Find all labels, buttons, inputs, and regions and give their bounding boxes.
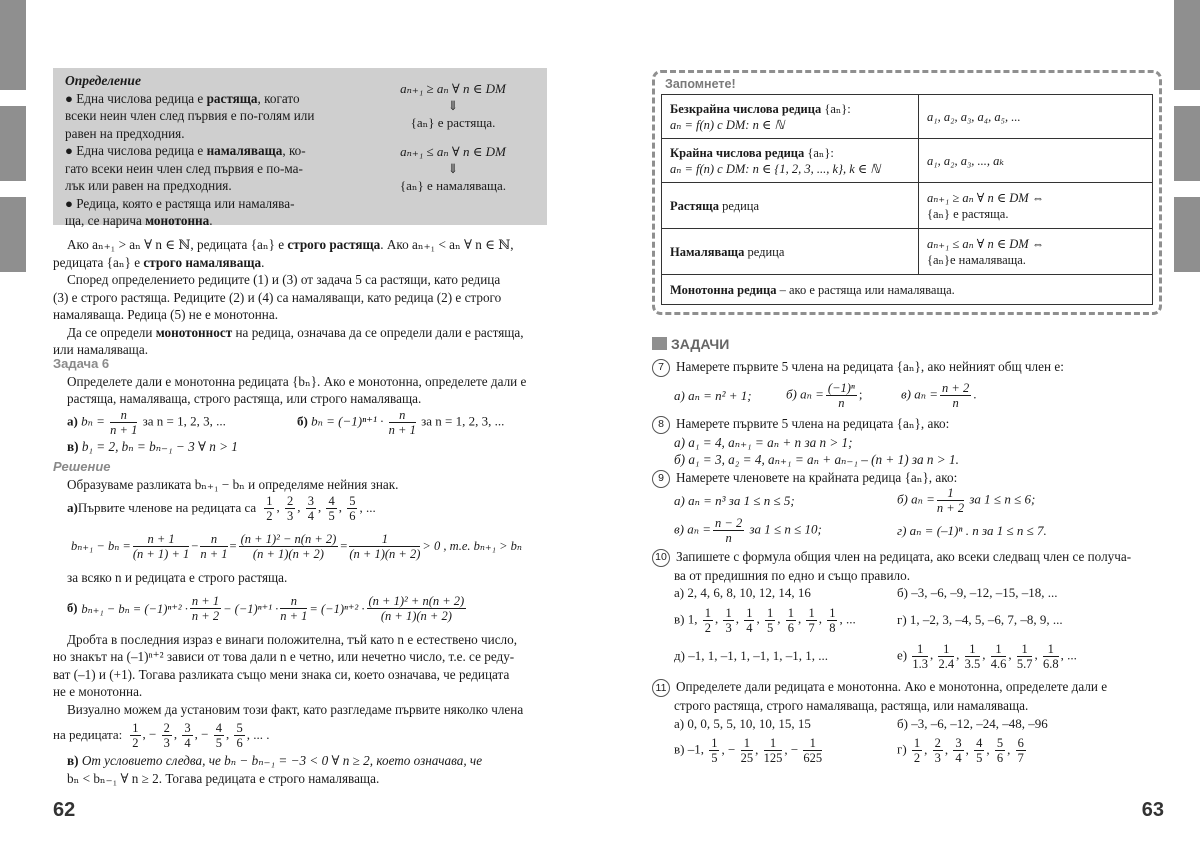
text-line: ва от предишния по едно и също правило. — [674, 567, 911, 583]
text-line: Ако aₙ₊₁ > aₙ ∀ n ∈ ℕ, редицата {aₙ} е строго растяща. Ако aₙ₊₁ < aₙ ∀ n ∈ ℕ, — [67, 237, 514, 252]
task-7-items: а) aₙ = n² + 1; б) aₙ = $\frac{\text{(−1)ⁿ}}{n}$ ; в) aₙ = $\frac{n + 2}{n}$ . — [674, 381, 977, 411]
text-line: Образуваме разликата bₙ₊₁ − bₙ и определяме нейния знак. — [67, 476, 399, 492]
task-6-title: Задача 6 — [53, 356, 110, 371]
fraction: $\frac{1}{4.6}$ — [990, 641, 1007, 671]
fraction: $\frac{2}{3}$ — [934, 736, 941, 766]
text-line: ват (–1) и (+1). Тогава разликата също мени знака си, което означава, че редицата — [53, 666, 510, 682]
fraction: $\frac{1}{4}$ — [746, 605, 753, 635]
sequence-b-line: на редицата: $\frac{1}{2}$ , − $\frac{2}{3}$ , $\frac{3}{4}$ , − $\frac{4}{5}$ , $\frac{5}{6}$ , ... . — [53, 720, 270, 750]
table-cell: Безкрайна числова редица {aₙ}: aₙ = f(n) с DM: n ∈ ℕ — [662, 95, 919, 139]
definition-line: лък или равен на предходния. — [65, 178, 232, 193]
definition-line: ща, се нарича монотонна. — [65, 213, 213, 228]
table-cell: Монотонна редица – ако е растяща или намаляваща. — [662, 275, 1153, 305]
tasks-section — [652, 336, 1164, 769]
definition-line: гато всеки неин член след първия е по-ма- — [65, 160, 303, 176]
task-number-badge: 10 — [652, 549, 670, 567]
fraction: $\frac{5}{6}$ — [349, 493, 356, 523]
definition-line: равен на предходния. — [65, 125, 185, 141]
text-line: строго растяща, строго намаляваща, растяща, или намаляваща. — [674, 698, 1029, 714]
side-tab-right-1 — [1174, 0, 1200, 90]
text-line: не е монотонна. — [53, 684, 143, 699]
definition-line: ● Една числова редица е намаляваща, ко- — [65, 143, 306, 158]
task-11-c-fractions: $\frac{1}{5}$ , − $\frac{1}{25}$ , $\frac{1}{125}$ , − $\frac{1}{625}$ — [711, 736, 823, 766]
task-10-c-fractions: $\frac{1}{2}$ , $\frac{1}{3}$ , $\frac{1}{4}$ , $\frac{1}{5}$ , $\frac{1}{6}$ , $\frac{1}{7}$ , $\frac{1}{8}$ — [704, 605, 836, 635]
definition-line: всеки неин член след първия е по-голям или — [65, 108, 315, 123]
text-line: за всяко n и редицата е строго растяща. — [67, 570, 288, 585]
text-line: Да се определи монотонност на редица, означава да се определи дали е растяща, — [67, 324, 524, 340]
remember-table — [661, 94, 1153, 305]
formula-decreasing-result: {aₙ} е намаляваща. — [399, 178, 507, 193]
sequence-a: $\frac{1}{2}$ , $\frac{2}{3}$ , $\frac{3}{4}$ , $\frac{4}{5}$ , $\frac{5}{6}$ — [266, 493, 356, 523]
strict-monotonicity-text — [53, 236, 547, 359]
text-line: Според определението редиците (1) и (3) от задача 5 са растящи, като редица — [67, 272, 501, 287]
side-tab-right-3 — [1174, 197, 1200, 272]
fraction: $\frac{1}{2}$ — [913, 736, 921, 766]
table-cell: a₁, a₂, a₃, a₄, a₅, ... — [919, 95, 1153, 139]
fraction: $\frac{1}{3.5}$ — [964, 641, 981, 671]
text-line: редицата {aₙ} е строго намаляваща. — [53, 254, 265, 270]
fraction: $\frac{1}{5}$ — [766, 605, 774, 635]
text-line: намаляваща. Редица (5) не е монотонна. — [53, 307, 278, 322]
definition-box — [53, 68, 547, 228]
solution-a-intro: а) Първите членове на редицата са $\frac{1}{2}$ , $\frac{2}{3}$ , $\frac{3}{4}$ , $\frac{4}{5}$ , $\frac{5}{6}$ , ... — [67, 493, 376, 523]
table-cell: aₙ₊₁ ≥ aₙ ∀ n ∈ DM ⇔ {aₙ} е растяща. — [919, 183, 1153, 229]
side-tab-left-1 — [0, 0, 26, 90]
fraction: $\frac{1}{5.7}$ — [1016, 641, 1033, 671]
task-8: 8 Намерете първите 5 члена на редицата {aₙ}, ако: — [652, 415, 1164, 434]
table-row — [662, 275, 1153, 305]
text-line: bₙ < bₙ₋₁ ∀ n ≥ 2. Тогава редицата е строго намаляваща. — [67, 770, 380, 786]
task-9: 9 Намерете членовете на крайната редица {aₙ}, ако: — [652, 469, 1164, 488]
fraction: $\frac{3}{4}$ — [955, 736, 962, 766]
text-line: (3) е строго растяща. Редиците (2) и (4) са намаляващи, като редица (2) е строго — [53, 289, 502, 305]
fraction: $\frac{1}{2}$ — [704, 605, 711, 635]
task-number-badge: 8 — [652, 416, 670, 434]
formula-decreasing: aₙ₊₁ ≤ aₙ ∀ n ∈ DM — [400, 144, 506, 159]
fraction: $\frac{3}{4}$ — [307, 493, 314, 523]
fraction: $\frac{2}{3}$ — [286, 493, 294, 523]
fraction: $\frac{5}{6}$ — [996, 736, 1004, 766]
side-tab-left-2 — [0, 106, 26, 181]
equation-b: б) bₙ₊₁ − bₙ = (−1)ⁿ⁺² · $\frac{n + 1}{n + 2}$ − (−1)ⁿ⁺¹ · $\frac{n}{n + 1}$ = (−1)ⁿ⁺² · $\frac{\text{(n + 1)² + n(n + 2)}}{(n + 1)(n + 2)}$ — [67, 594, 465, 623]
definition-line: ● Една числова редица е растяща, когато — [65, 90, 300, 106]
remember-box — [652, 70, 1162, 315]
fraction: $\frac{1}{5}$ — [711, 736, 718, 766]
page-number: 63 — [1141, 799, 1164, 821]
fraction: $\frac{1}{1.3}$ — [912, 641, 928, 671]
remember-title: Запомнете! — [665, 77, 736, 91]
task-11: 11 Определете дали редицата е монотонна. Ако е монотонна, определете дали е — [652, 678, 1164, 697]
implies-arrow: ⇓ — [447, 161, 459, 176]
task-number-badge: 9 — [652, 470, 670, 488]
page-number: 62 — [53, 799, 76, 821]
task-10-ef: д) –1, 1, –1, 1, –1, 1, –1, 1, ... е) $\frac{1}{1.3}$ , $\frac{1}{2.4}$ , $\frac{1}{3.5}$ , $\frac{1}{4.6}$ , $\frac{1}{5.7}$ , $\frac{1}{6.8}$ , ... — [674, 641, 1077, 671]
definition-line: ● Редица, която е растяща или намалява- — [65, 195, 295, 211]
fraction: $\frac{1}{2.4}$ — [938, 641, 955, 671]
equation-a: bₙ₊₁ − bₙ = $\frac{n + 1}{(n + 1) + 1}$ − $\frac{n}{n + 1}$ = $\frac{\text{(n + 1)² − n(n + 2)}}{(n + 1)(n + 2)}$ = $\frac{1}{(n + 1)(n + 2)}$ > 0 , т.е. bₙ₊₁ > bₙ — [71, 531, 522, 561]
table-cell: Намаляваща редица — [662, 229, 919, 275]
task-6-ab — [53, 408, 547, 438]
fraction: $\frac{1}{125}$ — [763, 736, 783, 766]
table-cell: Крайна числова редица {aₙ}: aₙ = f(n) с DM: n ∈ {1, 2, 3, ..., k}, k ∈ ℕ — [662, 139, 919, 183]
task-10-cd: в) 1, $\frac{1}{2}$ , $\frac{1}{3}$ , $\frac{1}{4}$ , $\frac{1}{5}$ , $\frac{1}{6}$ , $\frac{1}{7}$ , $\frac{1}{8}$ , ... г) 1, –2, 3, –4, 5, –6, 7, –8, 9, ... — [674, 605, 1063, 635]
fraction: $\frac{1}{625}$ — [803, 736, 823, 766]
task-11-d-fractions: $\frac{1}{2}$ , $\frac{2}{3}$ , $\frac{3}{4}$ , $\frac{4}{5}$ , $\frac{5}{6}$ , $\frac{6}{7}$ — [913, 736, 1024, 766]
table-cell: Растяща редица — [662, 183, 919, 229]
definition-formulas — [373, 80, 533, 194]
task-11-cd: в) –1, $\frac{1}{5}$ , − $\frac{1}{25}$ , $\frac{1}{125}$ , − $\frac{1}{625}$ г) $\frac{1}{2}$ , $\frac{2}{3}$ , $\frac{3}{4}$ , $\frac{4}{5}$ , $\frac{5}{6}$ , $\frac{6}{7}$ — [674, 733, 1164, 769]
heading-square-icon — [652, 337, 667, 350]
task-number-badge: 7 — [652, 359, 670, 377]
task-6-b: б) bₙ = (−1)ⁿ⁺¹ · $\frac{n}{n + 1}$ за n = 1, 2, 3, ... — [297, 408, 505, 437]
solution — [53, 458, 547, 787]
text-line: в) От условието следва, че bₙ − bₙ₋₁ = −3 < 0 ∀ n ≥ 2, което означава, че — [67, 753, 483, 768]
task-6 — [53, 355, 547, 455]
table-row — [662, 183, 1153, 229]
fraction: $\frac{6}{7}$ — [1017, 736, 1024, 766]
fraction: $\frac{1}{25}$ — [740, 736, 754, 766]
fraction: $\frac{1}{3}$ — [725, 605, 732, 635]
fraction: $\frac{1}{6.8}$ — [1042, 641, 1059, 671]
formula-increasing-result: {aₙ} е растяща. — [410, 115, 496, 130]
tasks-heading: ЗАДАЧИ — [652, 336, 1164, 358]
fraction: $\frac{1}{2}$ — [132, 720, 139, 750]
task-7: 7 Намерете първите 5 члена на редицата {aₙ}, ако нейният общ член е: — [652, 358, 1164, 377]
fraction: $\frac{2}{3}$ — [163, 720, 170, 750]
side-tab-right-2 — [1174, 106, 1200, 181]
fraction: $\frac{1}{6}$ — [787, 605, 794, 635]
text-line: Визуално можем да установим този факт, като разгледаме първите няколко члена — [67, 701, 524, 717]
task-8-a: а) a₁ = 4, aₙ₊₁ = aₙ + n за n > 1; — [674, 434, 853, 450]
table-cell: a₁, a₂, a₃, ..., aₖ — [919, 139, 1153, 183]
left-page — [53, 0, 547, 852]
task-6-a: а) bₙ = $\frac{n}{n + 1}$ за n = 1, 2, 3, ... — [67, 408, 226, 437]
task-11-ab: а) 0, 0, 5, 5, 10, 10, 15, 15 б) –3, –6, –12, –24, –48, –96 — [674, 715, 1048, 731]
text-line: но знакът на (–1)ⁿ⁺² зависи от това дали n е четно, или нечетно число, т.е. се реду- — [53, 649, 515, 664]
fraction: $\frac{4}{5}$ — [976, 736, 983, 766]
task-10: 10 Запишете с формула общия член на редицата, ако всеки следващ член се получа- — [652, 548, 1164, 567]
fraction: $\frac{4}{5}$ — [215, 720, 222, 750]
task-6-c: в) b₁ = 2, bₙ = bₙ₋₁ − 3 ∀ n > 1 — [67, 438, 238, 454]
task-10-e-fractions: $\frac{1}{1.3}$ , $\frac{1}{2.4}$ , $\frac{1}{3.5}$ , $\frac{1}{4.6}$ , $\frac{1}{5.7}$ , $\frac{1}{6.8}$ — [912, 641, 1059, 671]
table-row — [662, 95, 1153, 139]
task-8-b: б) a₁ = 3, a₂ = 4, aₙ₊₁ = aₙ + aₙ₋₁ – (n + 1) за n > 1. — [674, 452, 959, 468]
table-cell: aₙ₊₁ ≤ aₙ ∀ n ∈ DM ⇔ {aₙ}е намаляваща. — [919, 229, 1153, 275]
fraction: $\frac{1}{7}$ — [808, 605, 815, 635]
task-number-badge: 11 — [652, 679, 670, 697]
fraction: $\frac{1}{8}$ — [829, 605, 836, 635]
table-row — [662, 139, 1153, 183]
task-9-cd: в) aₙ = $\frac{n - 2}{n}$ за 1 ≤ n ≤ 10; г) aₙ = (–1)ⁿ . n за 1 ≤ n ≤ 7. — [674, 516, 1047, 546]
task-9-ab: а) aₙ = n³ за 1 ≤ n ≤ 5; б) aₙ = $\frac{1}{n + 2}$ за 1 ≤ n ≤ 6; — [674, 486, 1036, 516]
implies-arrow: ⇓ — [447, 98, 459, 113]
fraction: $\frac{4}{5}$ — [328, 493, 335, 523]
sequence-b: $\frac{1}{2}$ , − $\frac{2}{3}$ , $\frac{3}{4}$ , − $\frac{4}{5}$ , $\frac{5}{6}$ — [132, 720, 243, 750]
text-line: или намаляваща. — [53, 342, 148, 357]
solution-title: Решение — [53, 459, 111, 474]
right-page — [652, 0, 1164, 852]
text-line: Дробта в последния израз е винаги положителна, тъй като n е естествено число, — [67, 631, 518, 647]
text-line: растяща, намаляваща, строго растяща, или строго намаляваща. — [67, 391, 422, 406]
formula-increasing: aₙ₊₁ ≥ aₙ ∀ n ∈ DM — [400, 81, 506, 96]
text-line: Определете дали е монотонна редицата {bₙ}. Ако е монотонна, определете дали е — [67, 373, 527, 389]
task-10-ab: а) 2, 4, 6, 8, 10, 12, 14, 16 б) –3, –6, –9, –12, –15, –18, ... — [674, 585, 1058, 601]
table-row — [662, 229, 1153, 275]
fraction: $\frac{3}{4}$ — [184, 720, 191, 750]
side-tab-left-3 — [0, 197, 26, 272]
fraction: $\frac{5}{6}$ — [236, 720, 243, 750]
definition-title: Определение — [65, 73, 141, 88]
fraction: $\frac{1}{2}$ — [266, 493, 273, 523]
